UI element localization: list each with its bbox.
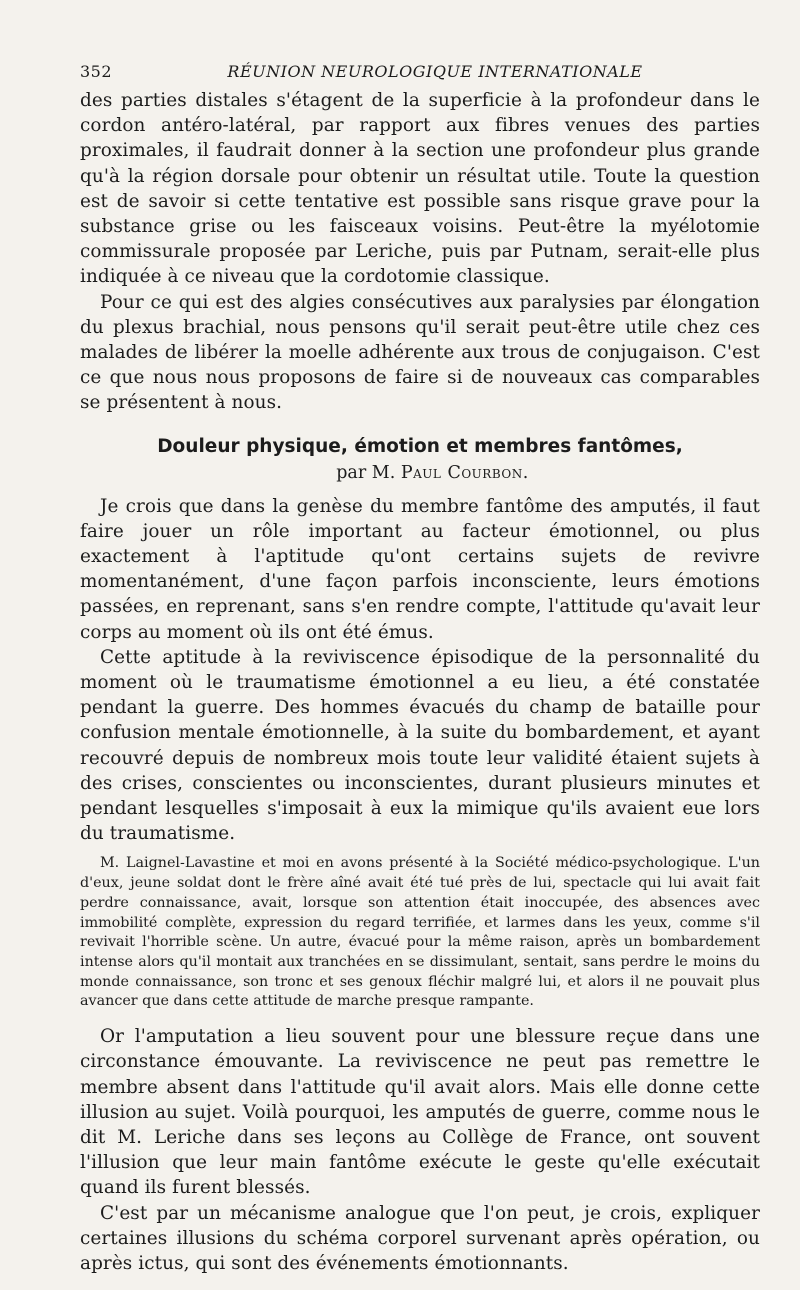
- byline-prefix: par M.: [336, 462, 396, 483]
- running-title: RÉUNION NEUROLOGIQUE INTERNATIONALE: [227, 62, 643, 81]
- paragraph-brachial-plexus: Pour ce qui est des algies consécutives aux paralysies par élongation du plexus brachial, nous pensons qu'il serait peut-être utile chez ces malades de libérer la moelle adhérente aux trous de conjugaison. C'est ce que nous nous proposons de faire si de nouveaux cas comparables se présentent à nous.: [80, 291, 760, 414]
- paragraph-body-schema: C'est par un mécanisme analogue que l'on peut, je crois, expliquer certaines illusions du schéma corporel survenant après opération, ou après ictus, qui sont des événements émotionnants.: [80, 1202, 760, 1274]
- paragraph-continuation: des parties distales s'étagent de la superficie à la profondeur dans le cordon antéro-latéral, par rapport aux fibres venues des parties proximales, il faudrait donner à la section une profondeur plus grande qu'à la région dorsale pour obtenir un résultat utile. Toute la question est de savoir si cette tentative est possible sans risque grave pour la substance grise ou les faisceaux voisins. Peut-être la myélotomie commissurale proposée par Leriche, puis par Putnam, serait-elle plus indiquée à ce niveau que la cordotomie classique.: [80, 90, 760, 288]
- section-byline: [80, 460, 760, 486]
- section-title: Douleur physique, émotion et membres fantômes,: [157, 435, 683, 457]
- small-print-note: M. Laignel-Lavastine et moi en avons présenté à la Société médico-psychologique. L'un d'eux, jeune soldat dont le frère aîné avait été tué près de lui, spectacle qui lui avait fait perdre connaissance, avait, lorsque son attention était inoccupée, des absences avec immobilité complète, expression du regard terrifiée, et larmes dans les yeux, comme s'il revivait l'horrible scène. Un autre, évacué pour la même raison, après un bombardement intense alors qu'il montait aux tranchées en se dissimulant, sentait, sans perdre le moins du monde connaissance, son tronc et ses genoux fléchir malgré lui, et alors il ne pouvait plus avancer que dans cette attitude de marche presque rampante.: [80, 855, 760, 1010]
- page-number: 352: [80, 62, 113, 81]
- paragraph-war-reviviscence: Cette aptitude à la reviviscence épisodique de la personnalité du moment où le traumatisme émotionnel a eu lieu, a été constatée pendant la guerre. Des hommes évacués du champ de bataille pour confusion mentale émotionnelle, à la suite du bombardement, et ayant recouvré depuis de nombreux mois toute leur validité étaient sujets à des crises, conscientes ou inconscientes, durant plusieurs minutes et pendant lesquelles s'imposait à eux la mimique qu'ils avaient eue lors du traumatisme.: [80, 646, 760, 845]
- paragraph-amputation: Or l'amputation a lieu souvent pour une blessure reçue dans une circonstance émouvante. La reviviscence ne peut pas remettre le membre absent dans l'attitude qu'il avait alors. Mais elle donne cette illusion au sujet. Voilà pourquoi, les amputés de guerre, comme nous le dit M. Leriche dans ses leçons au Collège de France, ont souvent l'illusion que leur main fantôme exécute le geste qu'elle exécutait quand ils furent blessés.: [80, 1026, 760, 1199]
- author-name: Paul Courbon.: [400, 462, 529, 483]
- running-head: [80, 62, 760, 88]
- document-page: [80, 62, 760, 1276]
- paragraph-emotional-factor: Je crois que dans la genèse du membre fantôme des amputés, il faut faire jouer un rôle important au facteur émotionnel, ou plus exactement à l'aptitude qu'ont certains sujets de revivre momentanément, d'une façon parfois inconsciente, leurs émotions passées, en reprenant, sans s'en rendre compte, l'attitude qu'avait leur corps au moment où ils ont été émus.: [80, 495, 760, 643]
